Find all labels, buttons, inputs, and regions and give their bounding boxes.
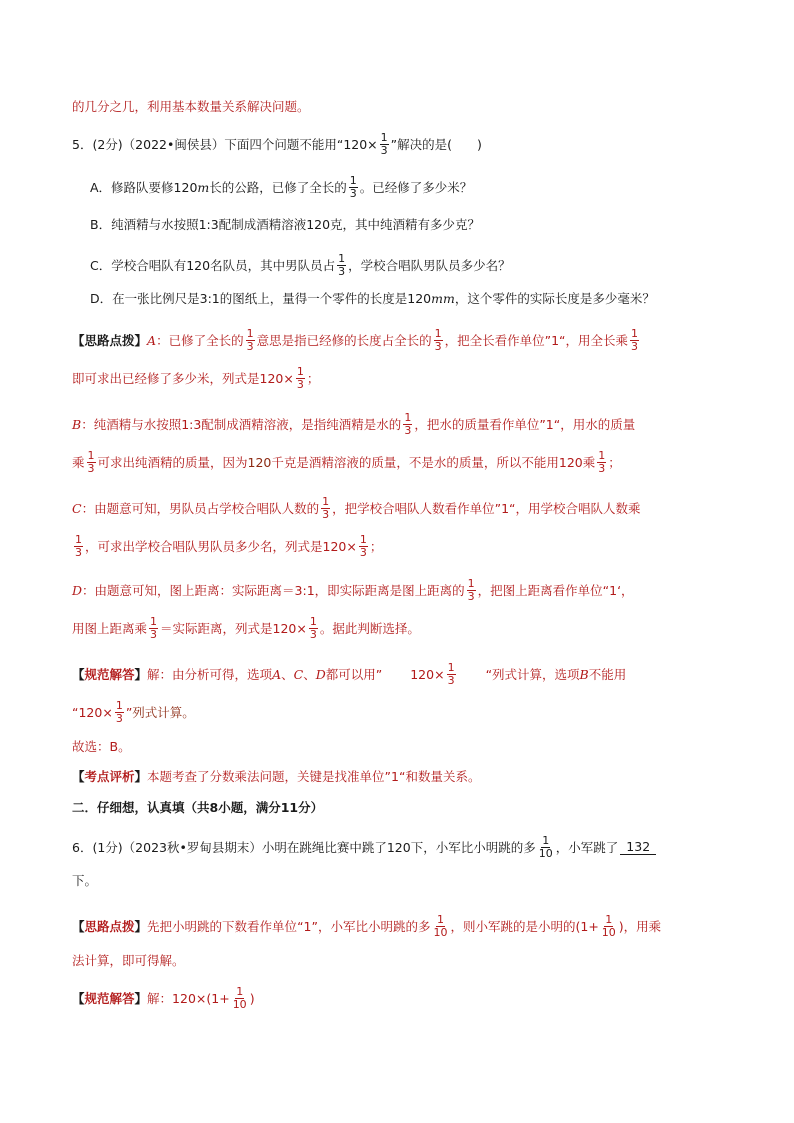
fraction-one-third: $\frac{1}{3}$ [349, 174, 357, 200]
answer-tag: 【规范解答】 [72, 666, 148, 682]
analysis-d-line2: 用图上距离乘 $\frac{1}{3}$ ＝实际距离，列式是120× $\frac{1}{3}$ 。据此判断选择。 [72, 615, 420, 641]
q5-stem: 5．(2分)（2022•闽侯县）下面四个问题不能用“120× $\frac{1}{3}$ ”解决的是( ) [72, 131, 482, 157]
fraction-one-third: $\frac{1}{3}$ [322, 495, 330, 521]
fraction-one-tenth: $\frac{1}{10}$ [538, 834, 553, 860]
solution-choice: 故选：B。 [72, 739, 131, 754]
q6-hint-line1: 【思路点拨】 先把小明跳的下数看作单位 “1” ，小军比小明跳的多 $\frac{1}{10}$ ，则小军跳的是小明的(1+ $\frac{1}{10}$ )，用乘 [72, 913, 662, 939]
fraction-one-third: $\frac{1}{3}$ [598, 449, 606, 475]
q6-stem: 6．(1分)（2023秋•罗甸县期末）小明在跳绳比赛中跳了120下，小军比小明跳的多 $\frac{1}{10}$ ，小军跳了 132 [72, 835, 732, 860]
section-heading: 二．仔细想，认真填（共8小题，满分11分） [72, 800, 324, 815]
fraction-one-third: $\frac{1}{3}$ [246, 327, 254, 353]
analysis-c-line2: $\frac{1}{3}$ ，可求出学校合唱队男队员多少名，列式是120× $\frac{1}{3}$ ； [75, 533, 383, 559]
fraction-one-third: $\frac{1}{3}$ [338, 252, 346, 278]
q5-option-b[interactable]: B．纯酒精与水按照1:3配制成酒精溶液120克，其中纯酒精有多少克？ [90, 217, 481, 232]
analysis-b-line2: 乘 $\frac{1}{3}$ 可求出纯酒精的质量，因为 120 千克是酒精溶液的质量，不是水的质量，所以不能用120乘 $\frac{1}{3}$ ； [72, 449, 621, 475]
fraction-one-third: $\frac{1}{3}$ [309, 615, 317, 641]
intro-tail: 的几分之几，利用基本数量关系解决问题。 [72, 99, 310, 114]
analysis-a-line2: 即可求出已经修了多少米，列式是120× $\frac{1}{3}$ ； [72, 365, 320, 391]
fraction-one-third: $\frac{1}{3}$ [404, 411, 412, 437]
q6-solution: 【规范解答】 解：120×(1+ $\frac{1}{10}$ ) [72, 985, 255, 1011]
q6-stem-cont: 下。 [72, 873, 98, 888]
fraction-one-tenth: $\frac{1}{10}$ [232, 985, 247, 1011]
solution-line1: 【规范解答】 解：由分析可得，选项 A 、 C 、 D 都可以用” 120× $\frac{1}{3}$ “列式计算，选项 B 不能用 [72, 661, 627, 687]
analysis-c-line1: C ：由题意可知，男队员占学校合唱队人数的 $\frac{1}{3}$ ，把学校合唱队人数看作单位”1“， 用学校合唱队人数乘 [72, 495, 641, 521]
hint-tag: 【思路点拨】 [72, 332, 148, 348]
answer-blank[interactable]: 132 [620, 840, 656, 855]
fraction-one-third: $\frac{1}{3}$ [359, 533, 367, 559]
fraction-one-third: $\frac{1}{3}$ [150, 615, 158, 641]
q6-hint-line2: 法计算，即可得解。 [72, 953, 185, 968]
analysis-b-line1: B ：纯酒精与水按照1:3配制成酒精溶液，是指纯酒精是水的 $\frac{1}{3}$ ，把水的质量看作单位”1“，用水的质量 [72, 411, 636, 437]
fraction-one-third: $\frac{1}{3}$ [87, 449, 95, 475]
fraction-one-tenth: $\frac{1}{10}$ [433, 913, 448, 939]
analysis-d-line1: D ：由题意可知，图上距离：实际距离＝3:1，即实际距离是图上距离的 $\frac{1}{3}$ ，把图上距离看作单位“1‘， [72, 577, 634, 603]
fraction-one-tenth: $\frac{1}{10}$ [601, 913, 616, 939]
review-line: 【考点评析】 本题考查了分数乘法问题，关键是找准单位”1“和数量关系。 [72, 769, 481, 784]
fraction-one-third: $\frac{1}{3}$ [296, 365, 304, 391]
fraction-one-third: $\frac{1}{3}$ [115, 699, 123, 725]
hint-tag: 【思路点拨】 [72, 918, 148, 934]
fraction-one-third: $\frac{1}{3}$ [434, 327, 442, 353]
fraction-one-third: $\frac{1}{3}$ [75, 533, 82, 559]
fraction-one-third: $\frac{1}{3}$ [380, 131, 388, 157]
fraction-one-third: $\frac{1}{3}$ [631, 327, 639, 353]
fraction-one-third: $\frac{1}{3}$ [447, 661, 455, 687]
answer-tag: 【规范解答】 [72, 990, 148, 1006]
analysis-a-line1: 【思路点拨】 A ：已修了全长的 $\frac{1}{3}$ 意思是指已经修的长度占全长的 $\frac{1}{3}$ ，把全长看作单位”1“，用全长乘 $\frac{1}{3}$ [72, 327, 639, 353]
q5-option-d[interactable]: D．在一张比例尺是3:1的图纸上，量得一个零件的长度是120 mm ，这个零件的实际长度是多少毫米？ [90, 291, 655, 306]
q5-option-c[interactable]: C．学校合唱队有120名队员，其中男队员占 $\frac{1}{3}$ ，学校合唱队男队员多少名？ [90, 252, 511, 278]
solution-line2: “120× $\frac{1}{3}$ ” 列式计算。 [72, 699, 195, 725]
review-tag: 【考点评析】 [72, 769, 148, 784]
fraction-one-third: $\frac{1}{3}$ [467, 577, 475, 603]
q5-option-a[interactable]: A．修路队要修120 m 长的公路，已修了全长的 $\frac{1}{3}$ 。已经修了多少米？ [90, 174, 473, 200]
